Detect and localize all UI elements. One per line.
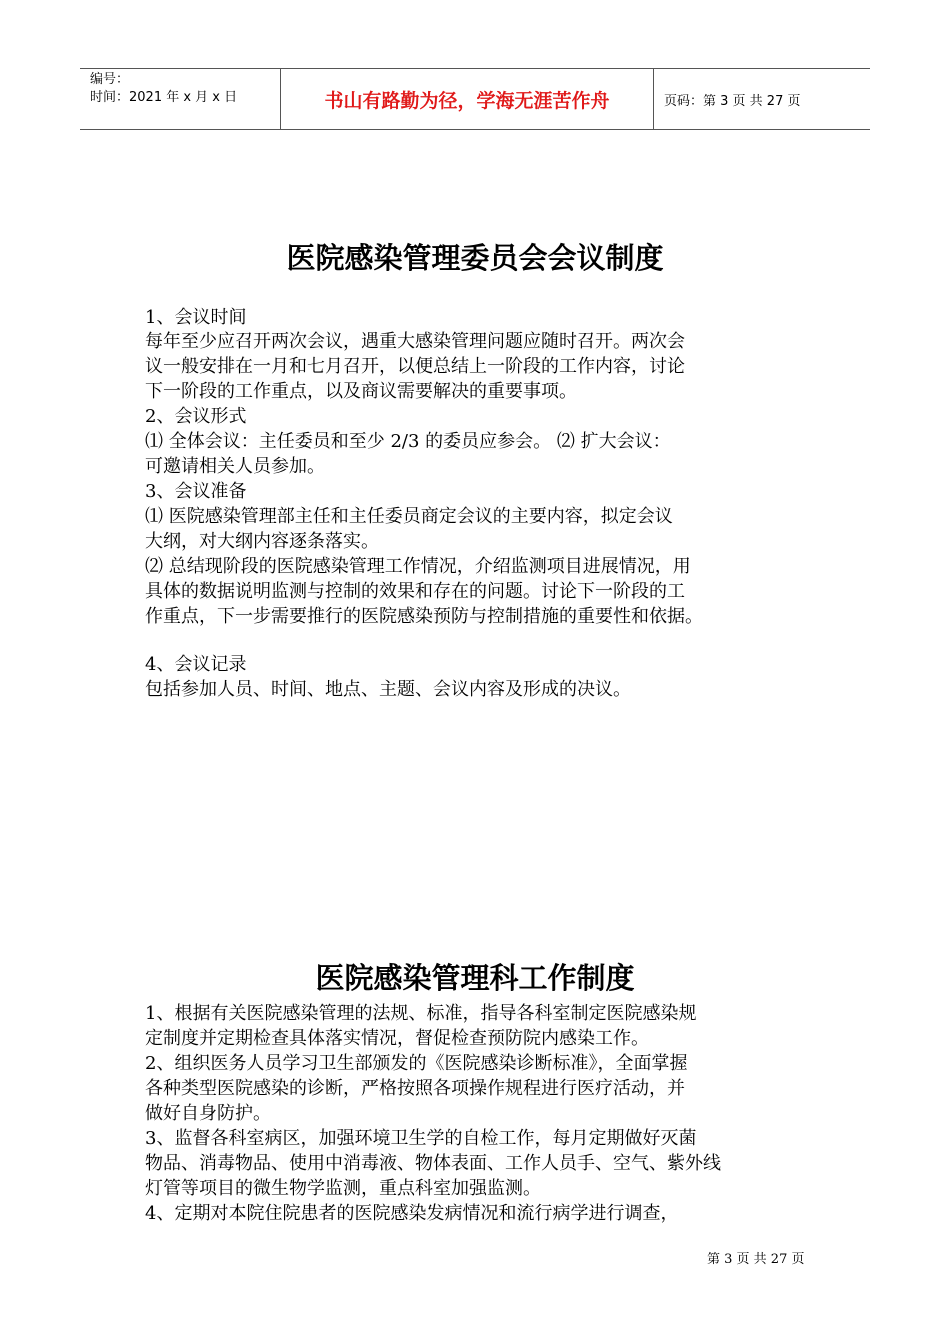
header-info-cell: [80, 69, 281, 129]
section1-line: 每年至少应召开两次会议，遇重大感染管理问题应随时召开。两次会: [145, 331, 685, 352]
page-header: [80, 68, 870, 130]
section2-line: 物品、消毒物品、使用中消毒液、物体表面、工作人员手、空气、紫外线: [145, 1153, 721, 1174]
serial-label: 编号：: [90, 72, 130, 87]
section2-line: 定制度并定期检查具体落实情况，督促检查预防院内感染工作。: [145, 1028, 649, 1049]
section1-line: 可邀请相关人员参加。: [145, 456, 325, 477]
section1-line: 作重点，下一步需要推行的医院感染预防与控制措施的重要性和依据。: [145, 606, 703, 627]
section2-line: 4、定期对本院住院患者的医院感染发病情况和流行病学进行调查，: [145, 1203, 679, 1224]
section1-title: 医院感染管理委员会会议制度: [286, 241, 664, 275]
section1-line: 下一阶段的工作重点，以及商议需要解决的重要事项。: [145, 381, 577, 402]
section1-line: ⑵ 总结现阶段的医院感染管理工作情况，介绍监测项目进展情况，用: [145, 556, 691, 577]
page-footer: 第 3 页 共 27 页: [707, 1252, 805, 1267]
section2-line: 做好自身防护。: [145, 1103, 271, 1124]
section2-line: 各种类型医院感染的诊断，严格按照各项操作规程进行医疗活动，并: [145, 1078, 685, 1099]
section2-line: 1、根据有关医院感染管理的法规、标准，指导各科室制定医院感染规: [145, 1003, 697, 1024]
header-motto: 书山有路勤为径，学海无涯苦作舟: [281, 69, 654, 129]
section2-title: 医院感染管理科工作制度: [315, 961, 635, 995]
section1-line: ⑴ 医院感染管理部主任和主任委员商定会议的主要内容，拟定会议: [145, 506, 673, 527]
section1-line: ⑴ 全体会议：主任委员和至少 2/3 的委员应参会。 ⑵ 扩大会议：: [145, 431, 671, 452]
header-page-info: 页码：第 3 页 共 27 页: [664, 93, 801, 109]
section1-line: 大纲，对大纲内容逐条落实。: [145, 531, 379, 552]
section1-line: 议一般安排在一月和七月召开，以便总结上一阶段的工作内容，讨论: [145, 356, 685, 377]
section2-line: 3、监督各科室病区，加强环境卫生学的自检工作，每月定期做好灭菌: [145, 1128, 697, 1149]
section1-line: 4、会议记录: [145, 654, 247, 675]
section2-line: 2、组织医务人员学习卫生部颁发的《医院感染诊断标准》，全面掌握: [145, 1053, 688, 1074]
section1-line: 3、会议准备: [145, 481, 247, 502]
section1-line: 2、会议形式: [145, 406, 247, 427]
section1-line: 具体的数据说明监测与控制的效果和存在的问题。讨论下一阶段的工: [145, 581, 685, 602]
date-line: 时间：2021 年 x 月 x 日: [90, 90, 238, 105]
section2-line: 灯管等项目的微生物学监测，重点科室加强监测。: [145, 1178, 541, 1199]
section1-line: 1、会议时间: [145, 307, 247, 328]
section1-line: 包括参加人员、时间、地点、主题、会议内容及形成的决议。: [145, 679, 631, 700]
